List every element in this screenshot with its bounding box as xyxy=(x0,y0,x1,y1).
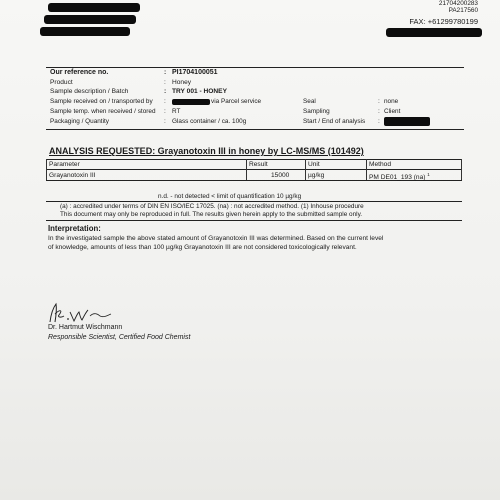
colon: : xyxy=(164,118,166,125)
our-reference-label: Our reference no. xyxy=(50,69,109,76)
column-header-unit: Unit xyxy=(308,161,320,168)
redacted-analysis-dates xyxy=(384,117,430,126)
table-col-divider xyxy=(366,159,367,180)
analysis-heading: ANALYSIS REQUESTED: Grayanotoxin III in honey by LC-MS/MS (101492) xyxy=(49,146,364,156)
column-header-parameter: Parameter xyxy=(49,161,80,168)
colon: : xyxy=(378,118,380,125)
document-number: 21704200283 xyxy=(438,0,478,7)
seal-label: Seal xyxy=(303,98,316,105)
column-header-result: Result xyxy=(249,161,268,168)
sample-description-label: Sample description / Batch xyxy=(50,88,129,95)
table-header-rule xyxy=(46,169,462,170)
colon: : xyxy=(164,98,166,105)
top-rule xyxy=(46,67,464,68)
table-cell-parameter: Grayanotoxin III xyxy=(49,172,96,179)
packaging-value: Glass container / ca. 100g xyxy=(172,118,247,125)
colon: : xyxy=(378,108,380,115)
redacted-address-line-2 xyxy=(44,15,136,24)
document-code: PA217560 xyxy=(448,7,478,14)
seal-value: none xyxy=(384,98,399,105)
sampling-value: Client xyxy=(384,108,401,115)
redacted-address-line-3 xyxy=(40,27,130,36)
start-end-label: Start / End of analysis xyxy=(303,118,366,125)
accreditation-footnote: (a) : accredited under terms of DIN EN ISO/IEC 17025. (na) : not accredited method. (1) Inhouse procedure xyxy=(60,203,364,210)
redacted-email xyxy=(386,28,482,37)
method-footnote-marker: 1 xyxy=(427,172,430,177)
sampling-label: Sampling xyxy=(303,108,330,115)
product-value: Honey xyxy=(172,79,192,86)
table-col-divider xyxy=(246,159,247,180)
notes-bottom-rule xyxy=(46,220,462,221)
column-header-method: Method xyxy=(369,161,391,168)
fax-number: FAX: +61299780199 xyxy=(409,17,478,26)
received-label: Sample received on / transported by xyxy=(50,98,153,105)
our-reference-value: PI1704100051 xyxy=(172,69,218,76)
temperature-label: Sample temp. when received / stored xyxy=(50,108,156,115)
table-cell-method xyxy=(369,172,430,181)
signatory-name: Dr. Hartmut Wischmann xyxy=(48,324,123,331)
reference-bottom-rule xyxy=(46,129,464,130)
table-col-divider xyxy=(305,159,306,180)
temperature-value: RT xyxy=(172,108,181,115)
method-text: PM DE01_193 (na) xyxy=(369,174,426,182)
interpretation-heading: Interpretation: xyxy=(48,224,101,233)
table-cell-unit: µg/kg xyxy=(308,172,325,179)
table-top-rule xyxy=(46,159,462,160)
sample-description-value: TRY 001 - HONEY xyxy=(172,88,227,95)
table-cell-result: 15000 xyxy=(271,172,290,179)
interpretation-line-1: In the investigated sample the above stated amount of Grayanotoxin III was determined. Based on the current level xyxy=(48,235,384,242)
colon: : xyxy=(378,98,380,105)
redacted-address-line-1 xyxy=(48,3,140,12)
reproduction-footnote: This document may only be reproduced in full. The results given herein apply to the submitted sample only. xyxy=(60,211,363,218)
colon: : xyxy=(164,69,167,76)
table-left-border xyxy=(46,159,47,180)
table-right-border xyxy=(461,159,462,180)
notes-rule xyxy=(46,201,462,202)
signatory-title: Responsible Scientist, Certified Food Chemist xyxy=(48,334,191,341)
packaging-label: Packaging / Quantity xyxy=(50,118,109,125)
colon: : xyxy=(164,108,166,115)
redacted-received-date xyxy=(172,99,210,105)
product-label: Product xyxy=(50,79,73,86)
received-value: via Parcel service xyxy=(211,98,262,105)
colon: : xyxy=(164,79,166,86)
nd-note: n.d. - not detected < limit of quantification 10 µg/kg xyxy=(158,193,302,200)
colon: : xyxy=(164,88,167,95)
interpretation-line-2: of knowledge, amounts of less than 100 µg/kg Grayanotoxin III are not considered toxicologically relevant. xyxy=(48,244,357,251)
